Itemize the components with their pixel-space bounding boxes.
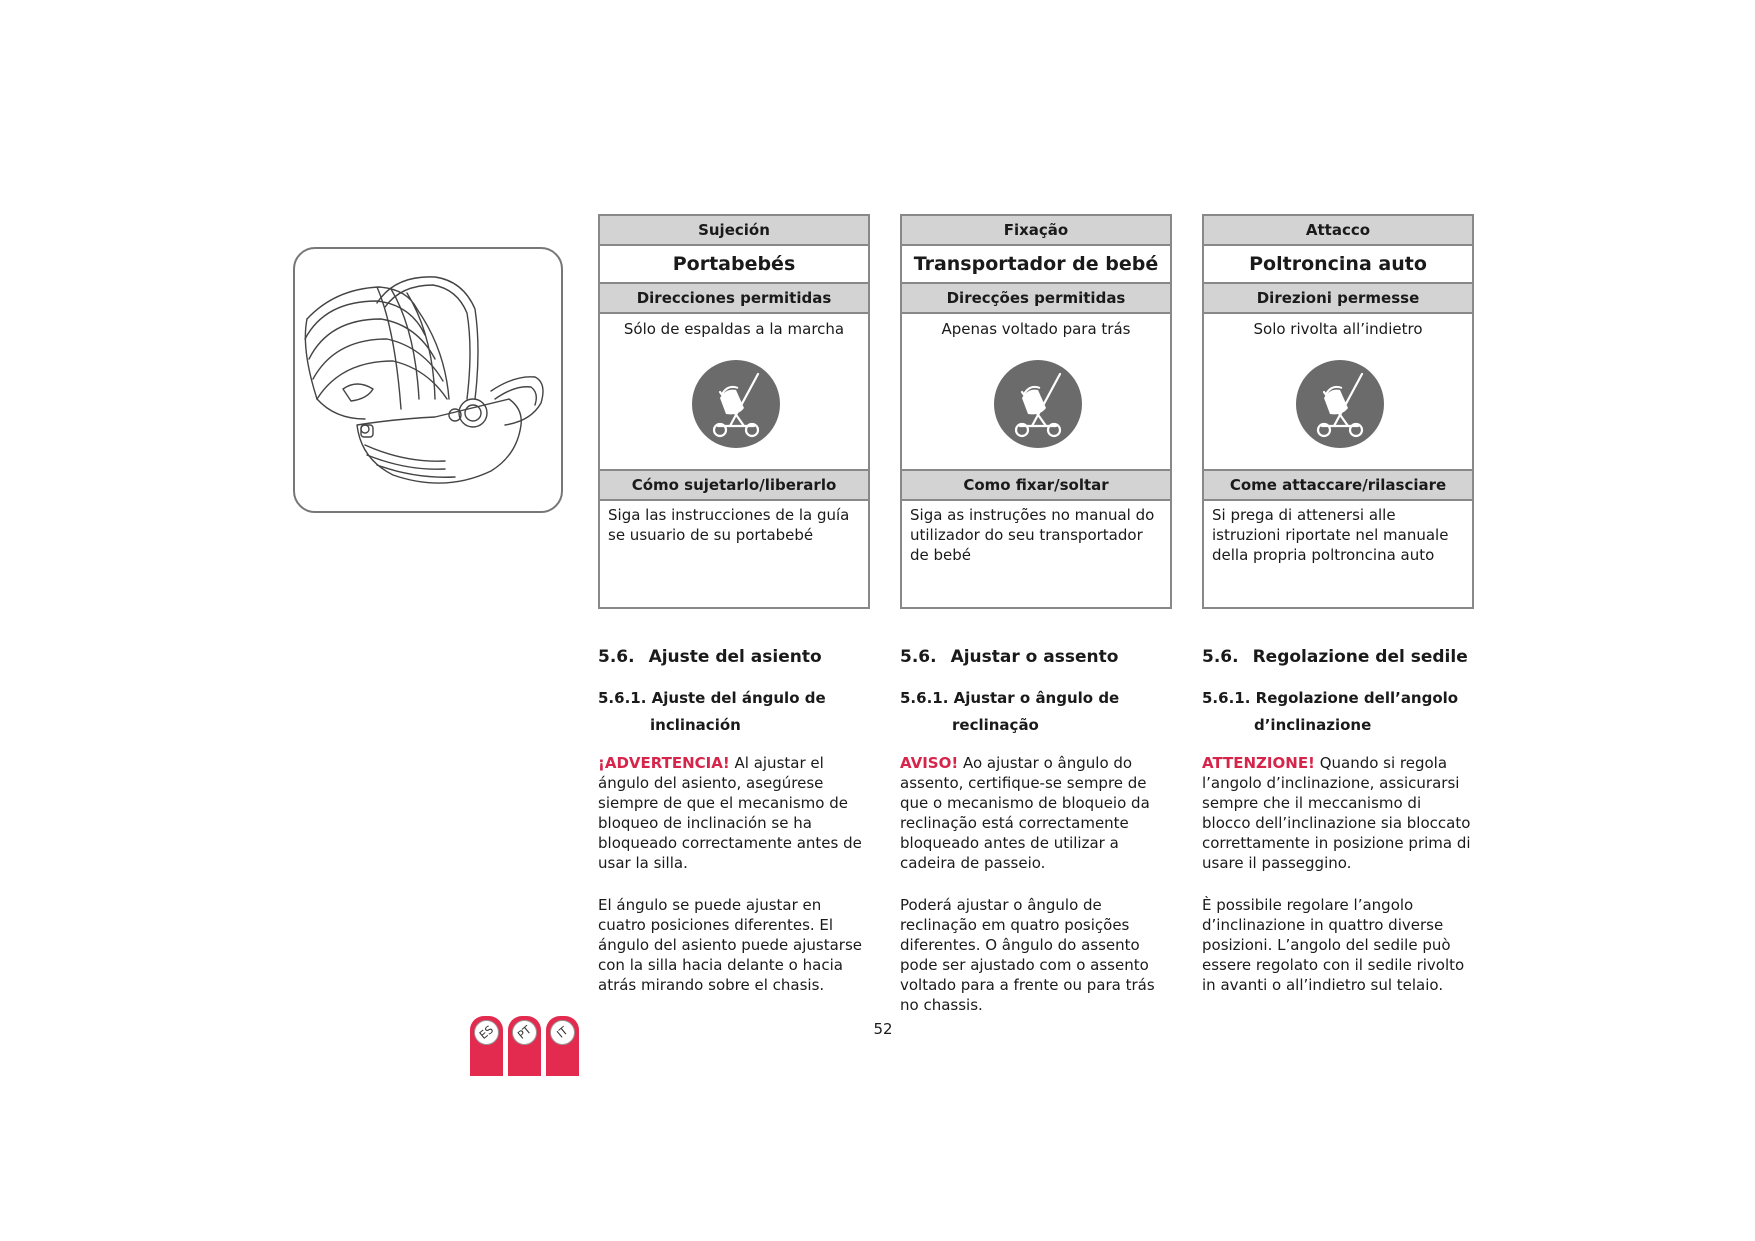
body-paragraph: Poderá ajustar o ângulo de reclinação em quatro posições diferentes. O ângulo do assento pode ser ajustado com o assento voltado para a frente ou para trás no chassis. xyxy=(900,896,1155,1014)
product-name: Transportador de bebé xyxy=(902,246,1170,284)
directions-cell xyxy=(902,314,1170,471)
column-pt xyxy=(900,214,1172,1015)
page-number: 52 xyxy=(873,1020,893,1038)
stroller-rearward-icon xyxy=(994,360,1082,448)
directions-cell xyxy=(600,314,868,471)
how-to-text: Siga as instruções no manual do utilizador do seu transportador de bebé xyxy=(902,501,1170,607)
how-to-label: Cómo sujetarlo/liberarlo xyxy=(600,471,868,501)
warning-label: ATTENZIONE! xyxy=(1202,754,1315,772)
stroller-rearward-icon xyxy=(692,360,780,448)
attach-label: Fixação xyxy=(902,216,1170,246)
directions-text: Sólo de espaldas a la marcha xyxy=(623,320,845,338)
language-tab-it[interactable] xyxy=(546,1016,579,1076)
section-heading: 5.6. Ajustar o assento xyxy=(900,647,1119,667)
directions-text: Solo rivolta all’indietro xyxy=(1253,320,1423,338)
language-tab-es[interactable] xyxy=(470,1016,503,1076)
body-paragraph: El ángulo se puede ajustar en cuatro posiciones diferentes. El ángulo del asiento puede ajustarse con la silla hacia delante o hacia atrás mirando sobre el chasis. xyxy=(598,896,863,994)
subsection-heading: 5.6.1. Ajuste del ángulo de inclinación xyxy=(598,689,826,734)
warning-paragraph: AVISO! Ao ajustar o ângulo do assento, certifique-se sempre de que o mecanismo de bloqueio da reclinação está correctamente bloqueado antes de utilizar a cadeira de passeio. xyxy=(900,754,1150,872)
how-to-label: Como fixar/soltar xyxy=(902,471,1170,501)
product-name: Portabebés xyxy=(600,246,868,284)
directions-text: Apenas voltado para trás xyxy=(941,320,1131,338)
language-tab-label: PT xyxy=(508,1016,541,1050)
language-tab-label: IT xyxy=(546,1016,579,1050)
how-to-text: Si prega di attenersi alle istruzioni riportate nel manuale della propria poltroncina auto xyxy=(1204,501,1472,607)
body-paragraph: È possibile regolare l’angolo d’inclinazione in quattro diverse posizioni. L’angolo del sedile può essere regolato con il sedile rivolto in avanti o all’indietro sul telaio. xyxy=(1202,896,1465,994)
column-es xyxy=(598,214,870,995)
attach-label: Attacco xyxy=(1204,216,1472,246)
directions-cell xyxy=(1204,314,1472,471)
section-heading: 5.6. Regolazione del sedile xyxy=(1202,647,1468,667)
directions-label: Direcciones permitidas xyxy=(600,284,868,314)
how-to-text: Siga las instrucciones de la guía se usuario de su portabebé xyxy=(600,501,868,607)
directions-label: Direzioni permesse xyxy=(1204,284,1472,314)
car-seat-illustration xyxy=(293,247,563,513)
stroller-rearward-icon xyxy=(1296,360,1384,448)
attachment-table xyxy=(598,214,870,609)
language-tab-pt[interactable] xyxy=(508,1016,541,1076)
column-it xyxy=(1202,214,1474,995)
subsection-heading: 5.6.1. Ajustar o ângulo de reclinação xyxy=(900,689,1120,734)
subsection-heading: 5.6.1. Regolazione dell’angolo d’inclinazione xyxy=(1202,689,1459,734)
warning-label: AVISO! xyxy=(900,754,959,772)
warning-paragraph: ATTENZIONE! Quando si regola l’angolo d’inclinazione, assicurarsi sempre che il meccanismo di blocco dell’inclinazione sia bloccato correttamente in posizione prima di usare il passeggino. xyxy=(1202,754,1471,872)
attachment-table xyxy=(1202,214,1474,609)
section-heading: 5.6. Ajuste del asiento xyxy=(598,647,822,667)
language-tab-label: ES xyxy=(470,1016,503,1050)
how-to-label: Come attaccare/rilasciare xyxy=(1204,471,1472,501)
product-name: Poltroncina auto xyxy=(1204,246,1472,284)
warning-paragraph: ¡ADVERTENCIA! Al ajustar el ángulo del asiento, asegúrese siempre de que el mecanismo de bloqueo de inclinación se ha bloqueado correctamente antes de usar la silla. xyxy=(598,754,862,872)
infant-car-seat-icon xyxy=(295,249,561,511)
directions-label: Direcções permitidas xyxy=(902,284,1170,314)
warning-label: ¡ADVERTENCIA! xyxy=(598,754,730,772)
attachment-table xyxy=(900,214,1172,609)
attach-label: Sujeción xyxy=(600,216,868,246)
